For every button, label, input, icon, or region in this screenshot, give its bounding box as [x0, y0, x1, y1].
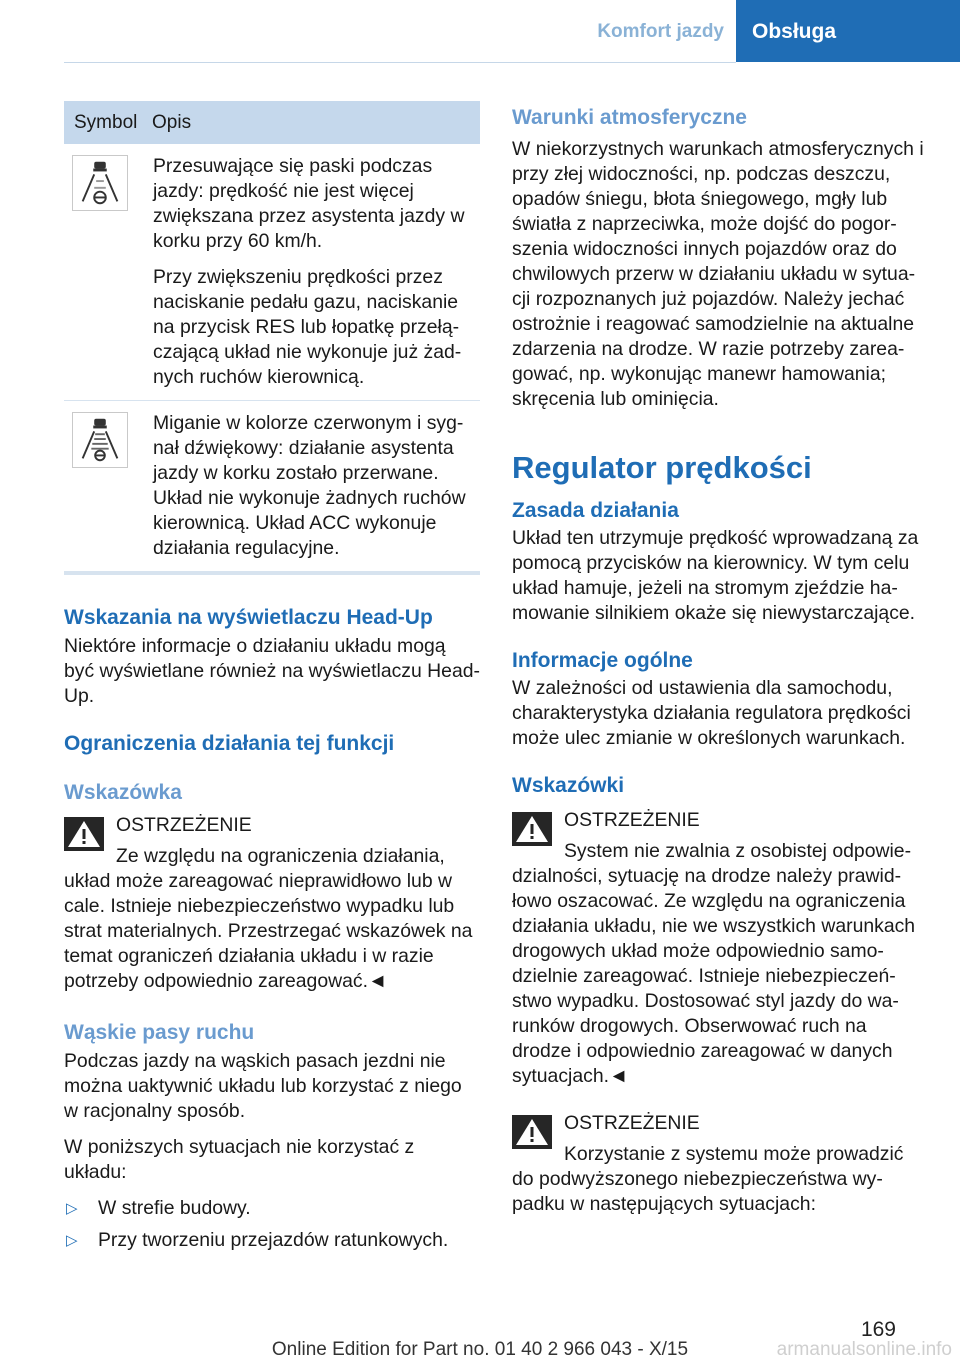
general-info-title: Informacje ogólne	[512, 649, 693, 672]
header-chapter-tab: Obsługa	[736, 0, 960, 62]
table-row	[64, 144, 480, 400]
narrow-lanes-paragraph: W poniższych sytuacjach nie korzystać z układu:	[64, 1136, 415, 1183]
warning-block	[512, 1111, 928, 1217]
note-subtitle: Wskazówka	[64, 781, 182, 804]
warning-text: Ze względu na ograniczenia działania, układ może zareagować nieprawidłowo lub w cale. Istnieje niebezpieczeństwo wypadku lub strat materialnych. Przestrzegać wskazówek na temat ograniczeń działania układu i w razie potrzeby odpowiednio zareagować.◄	[64, 845, 473, 992]
edition-footer: Online Edition for Part no. 01 40 2 966 043 - X/15	[271, 1339, 689, 1360]
cruise-control-title: Regulator prędkości	[512, 450, 812, 485]
limits-section-title: Ograniczenia działania tej funkcji	[64, 732, 395, 755]
general-info-paragraph: W zależności od ustawienia dla samochodu, charakterystyka działania regulatora prędkości może ulec zmianie w określonych warunkach.	[512, 677, 911, 749]
symbol-table	[64, 101, 480, 575]
warning-text: System nie zwalnia z osobistej odpowie‐dzialności, sytuację na drodze należy prawid‐łowo oszacować. Ze względu na ograniczenia działania układu, nie we wszystkich warunkach drogowych układ może odpowiednio samo‐dzielnie zareagować. Istnieje niebezpieczeń‐stwo wypadku. Dostosować styl jazdy do wa‐runków drogowych. Obserwować ruch na drodze i odpowiednio zareagować w danych sytuacjach.◄	[512, 840, 916, 1087]
narrow-lanes-paragraph: Podczas jazdy na wąskich pasach jezdni nie można uaktywnić układu lub korzystać z niego w racjonalny sposób.	[64, 1050, 462, 1122]
watermark: armanualsonline.info	[776, 1339, 952, 1360]
list-item	[64, 1196, 480, 1221]
weather-paragraph: W niekorzystnych warunkach atmosferycznych i przy złej widoczności, np. podczas deszczu, opadów śniegu, błota śniegowego, mgły lub światła z naprzeciwka, może dojść do pogor‐szenia widoczności innych pojazdów oraz do chwilowych przerw w działaniu układu w sytua‐cji rozpoznanych już pojazdów. Należy jechać ostrożnie i reagować samodzielnie na aktualne zdarzenia na drodze. W razie potrzeby zarea‐gować, np. wykonując manewr hamowania; skręcenia lub ominięcia.	[512, 138, 924, 410]
warning-text: Korzystanie z systemu może prowadzić do podwyższonego niebezpieczeństwa wy‐padku w następujących sytuacjach:	[512, 1143, 904, 1215]
warning-label: OSTRZEŻENIE	[116, 814, 252, 836]
table-header-description: Opis	[152, 112, 192, 133]
list-item	[64, 1228, 480, 1253]
warning-triangle-icon	[64, 817, 104, 851]
left-column	[64, 101, 480, 1253]
narrow-lanes-subtitle: Wąskie pasy ruchu	[64, 1021, 255, 1044]
header-section-title: Komfort jazdy	[597, 21, 724, 42]
table-header-symbol: Symbol	[74, 112, 138, 133]
warning-triangle-icon	[512, 812, 552, 846]
header-divider	[64, 62, 736, 63]
principle-title: Zasada działania	[512, 499, 679, 522]
principle-paragraph: Układ ten utrzymuje prędkość wprowadzaną za pomocą przycisków na kierownicy. W tym celu układ hamuje, jeżeli na stromym zjeździe ha‐mowanie silnikiem okaże się niewystarczające.	[512, 527, 919, 624]
warning-label: OSTRZEŻENIE	[564, 1112, 700, 1134]
bullet-triangle-icon: ▷	[66, 1232, 78, 1249]
hud-section-title: Wskazania na wyświetlaczu Head-Up	[64, 606, 433, 629]
lane-stripes-red-icon	[72, 412, 128, 468]
weather-subtitle: Warunki atmosferyczne	[512, 106, 747, 129]
warning-block	[512, 808, 928, 1089]
list-item-text: W strefie budowy.	[98, 1197, 251, 1219]
table-row-text: Miganie w kolorze czerwonym i syg‐nał dźwiękowy: działanie asystenta jazdy w korku zostało przerwane. Układ nie wykonuje żadnych ruchów kierownicą. Układ ACC wykonuje działania regulacyjne.	[153, 412, 466, 559]
page-number: 169	[860, 1318, 896, 1341]
table-row-text: Przy zwiększeniu prędkości przez naciskanie pedału gazu, naciskanie na przycisk RES lub łopatkę przełą‐czającą układ nie wykonuje już żad‐nych ruchów kierownicą.	[153, 266, 462, 388]
hud-paragraph: Niektóre informacje o działaniu układu mogą być wyświetlane również na wyświetlaczu Head-Up.	[64, 635, 480, 707]
right-column	[512, 101, 928, 1217]
warning-triangle-icon	[512, 1115, 552, 1149]
notes-title: Wskazówki	[512, 774, 625, 797]
table-row-text: Przesuwające się paski podczas jazdy: prędkość nie jest więcej zwiększana przez asystenta jazdy w korku przy 60 km/h.	[153, 155, 465, 252]
list-item-text: Przy tworzeniu przejazdów ratunkowych.	[98, 1229, 449, 1251]
lane-stripes-moving-icon	[72, 155, 128, 211]
table-header	[64, 101, 480, 144]
table-row	[64, 400, 480, 571]
bullet-triangle-icon: ▷	[66, 1200, 78, 1217]
warning-block	[64, 813, 480, 994]
warning-label: OSTRZEŻENIE	[564, 809, 700, 831]
